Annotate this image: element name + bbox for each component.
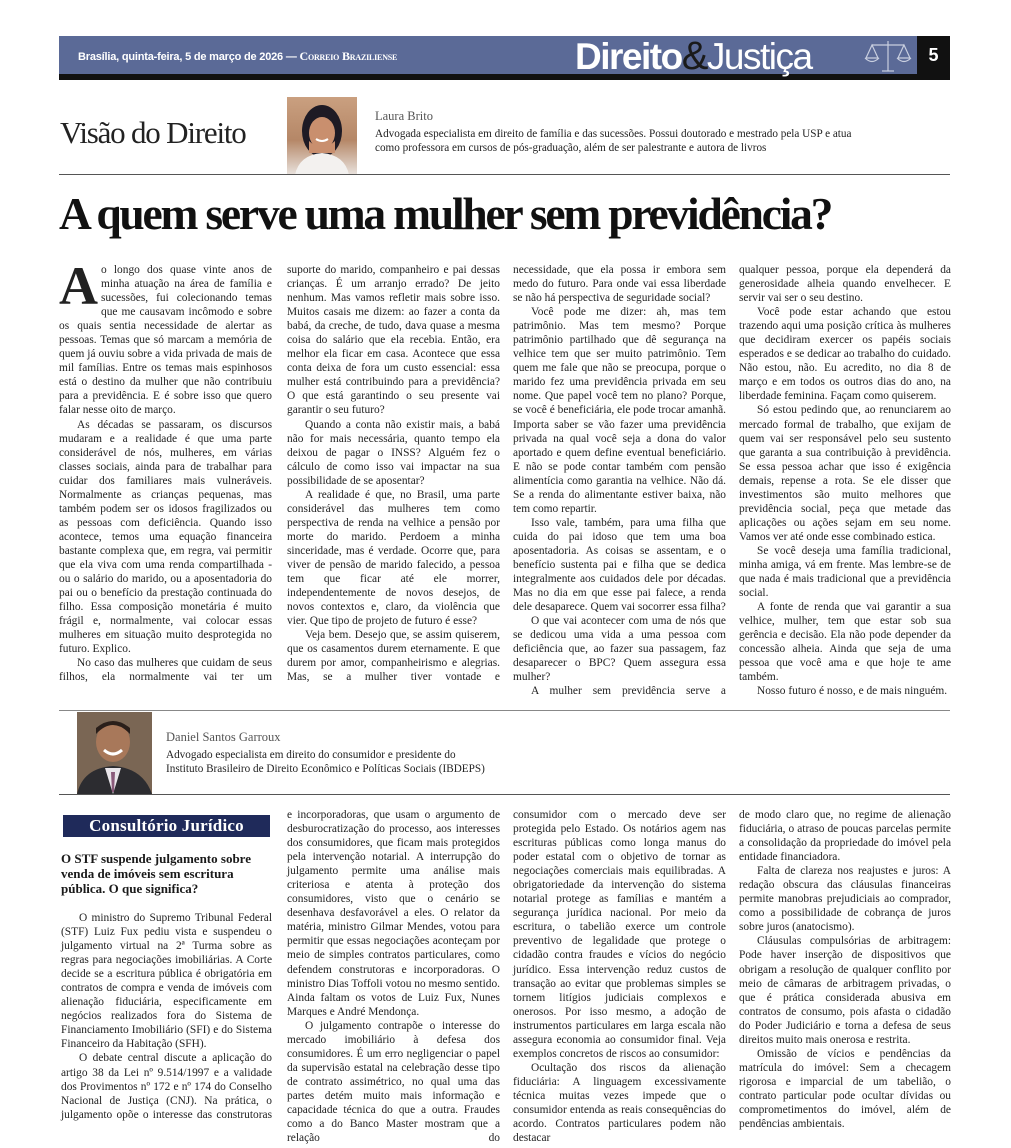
- article-paragraph: Se você deseja uma família tradicional, minha amiga, vá em frente. Mas lembre-se de que nada é mais tradicional que a previdência social.: [739, 544, 951, 600]
- section-title-ampersand: &: [681, 34, 707, 78]
- consultorio-tag: Consultório Jurídico: [63, 815, 270, 837]
- section-title: [575, 34, 812, 79]
- article-paragraph: suporte do marido, companheiro e pai dessas crianças. É um arranjo errado? De jeito nenhum. Mas vamos refletir mais sobre isso. Muitos casais me dizem: ao fazer a conta da babá, da creche, de tudo, dava quase a mesma coisa do salário que ela recebia. Então, era melhor ela ficar em casa. Acontece que essa conta deixa de fora um custo essencial: essa mulher está contribuindo para a previdência? O que está garantindo o seu presente vai garantir o seu futuro?: [287, 264, 500, 417]
- scales-of-justice-icon: [862, 38, 914, 74]
- author-portrait-icon: [77, 712, 152, 794]
- article-paragraph: Nosso futuro é nosso, e de mais ninguém.: [757, 685, 948, 698]
- consultorio-column-2: [287, 808, 500, 1145]
- author-bio-line: Instituto Brasileiro de Direito Econômico e Políticas Sociais (IBDEPS): [166, 763, 485, 775]
- article-paragraph: Veja bem. Desejo que, se assim quiserem, que os casamentos durem eternamente. E que durem por amor, companheirismo e alegrias. Mas, se a mulher tiver vontade e: [287, 629, 500, 684]
- article-paragraph: qualquer pessoa, porque ela dependerá da generosidade alheia quando envelhecer. E servir vai ser o seu destino.: [739, 264, 951, 305]
- article-paragraph: No caso das mulheres que cuidam de seus filhos, ela normalmente vai ter um: [59, 657, 272, 684]
- paragraph-text: o longo dos quase vinte anos de minha atuação na área de família e sucessões, fui colecionando temas que me causavam incômodo e sobre os quais sentia necessidade de alertar as pessoas. Temas que só marcam a memória de quem já ouviu sobre a vida privada de mais de mil famílias. Entre os temas mais espinhosos está o destino da mulher que não contribuiu para a previdência. E é sobre isso que quero falar nesse oito de março.: [59, 264, 272, 417]
- author-bio: [166, 748, 566, 776]
- divider-rule: [59, 174, 950, 175]
- author-name: Daniel Santos Garroux: [166, 730, 281, 744]
- author-photo: [77, 712, 152, 794]
- article-column-1: [59, 256, 272, 684]
- divider-rule: [59, 710, 950, 711]
- author-bio-line: Advogado especialista em direito do consumidor e presidente do: [166, 749, 456, 761]
- article-paragraph: necessidade, que ela possa ir embora sem medo do futuro. Para onde vai essa liberdade se não há perspectiva de seguridade social?: [513, 264, 726, 305]
- article-headline: A quem serve uma mulher sem previdência?: [59, 188, 832, 239]
- consultorio-paragraph: Ocultação dos riscos da alienação fiduciária: A linguagem excessivamente técnica muitas vezes impede que o consumidor entenda as reais consequências do acordo. Contratos particulares podem não destacar: [513, 1061, 726, 1145]
- dateline-text: Brasília, quinta-feira, 5 de março de 2026 —: [78, 51, 297, 63]
- consultorio-paragraph: O debate central discute a aplicação do artigo 38 da Lei nº 9.514/1997 e a validade dos Provimentos nº 172 e nº 174 do Conselho Nacional de Justiça (CNJ). Na prática, o julgamento opõe o interesse das construtoras: [61, 1052, 272, 1121]
- consultorio-column-3: [513, 808, 726, 1145]
- section-title-direito: Direito: [575, 36, 682, 77]
- consultorio-question: O STF suspende julgamento sobre venda de imóveis sem escritura pública. O que significa?: [61, 851, 251, 896]
- article-column-3: [513, 263, 726, 698]
- dateline: [78, 49, 397, 64]
- newspaper-name: Correio Braziliense: [299, 49, 398, 63]
- consultorio-column-4: [739, 808, 951, 1131]
- consultorio-paragraph: Cláusulas compulsórias de arbitragem: Pode haver inserção de dispositivos que obrigam a resolução de qualquer conflito por meio de câmaras de arbitragem privadas, o que é prática considerada abusiva em contratos de consumo, pois afasta o cidadão do Poder Judiciário e torna a defesa de seus direitos muito mais onerosa e restrita.: [739, 935, 951, 1046]
- consultorio-paragraph: de modo claro que, no regime de alienação fiduciária, o atraso de poucas parcelas permite a consolidação da propriedade do imóvel pela entidade financiadora.: [739, 809, 951, 864]
- dropcap: A: [59, 256, 98, 316]
- author-photo: [287, 97, 357, 175]
- article-paragraph: A realidade é que, no Brasil, uma parte considerável das mulheres tem como perspectiva de renda na velhice a pensão por morte do marido. Perdoem a minha sinceridade, mas é verdade. Ocorre que, para viver de pensão de marido falecido, a pessoa tem que ficar até ele morrer, independentemente de novos desejos, de novos contextos e, claro, da violência que vier. Que tipo de projeto de futuro é esse?: [287, 488, 500, 628]
- author-name: Laura Brito: [375, 109, 433, 123]
- header-shadow-rule: [59, 74, 950, 80]
- article-paragraph: Só estou pedindo que, ao renunciarem ao mercado formal de trabalho, que exijam de quem vai ser responsável pelo seu sustento que garanta a sua contribuição à previdência. Se essa pessoa achar que isso é exigência demais, repense a rota. Se ele disser que investimentos são muito melhores que previdência social, peça que metade das aplicações ou ações sejam em seu nome. Vamos ver até onde esse combinado estica.: [739, 404, 951, 543]
- article-column-2: [287, 263, 500, 684]
- author-portrait-icon: [287, 97, 357, 175]
- consultorio-paragraph: O ministro do Supremo Tribunal Federal (STF) Luiz Fux pediu vista e suspendeu o julgamento virtual na 2ª Turma sobre as regras para negociações imobiliárias. A Corte decide se a escritura pública é obrigatória em contratos de compra e venda de imóveis com alienação fiduciária, especificamente em negócios realizados fora do Sistema de Financiamento Imobiliário (SFI) e do Sistema Financeiro da Habitação (SFH).: [61, 912, 272, 1051]
- consultorio-paragraph: O julgamento contrapõe o interesse do mercado imobiliário à defesa dos consumidores. É um erro negligenciar o papel da supervisão estatal na celebração desse tipo de contrato assimétrico, no qual uma das partes detém muito mais informação e capacidade técnica do que a outra. Fraudes como a do Banco Master mostram que a relação do: [287, 1019, 500, 1145]
- consultorio-paragraph: consumidor com o mercado deve ser protegida pelo Estado. Os notários agem nas escrituras públicas como longa manus do poder estatal com o objetivo de tornar as negociações comerciais mais equilibradas. A obrigatoriedade da intervenção do sistema notarial protege as famílias e mantém a segurança jurídica nacional. Por meio da escritura, o tabelião exerce um controle preventivo de legalidade que protege o cidadão contra fraudes e vícios do negócio jurídico. Essa intervenção reduz custos de transação ao evitar que problemas simples se tornem litígios judiciais complexos e onerosos. Por isso mesmo, a adoção de instrumentos particulares em larga escala não assegura economia ao consumidor final. Veja exemplos concretos de riscos ao consumidor:: [513, 809, 726, 1060]
- article-paragraph: A fonte de renda que vai garantir a sua velhice, mulher, tem que estar sob sua gerência e decisão. Ela não pode depender da concessão alheia. Ainda que seja de uma pessoa que você ama e que hoje te ame também.: [739, 601, 951, 684]
- article-paragraph: As décadas se passaram, os discursos mudaram e a realidade é que uma parte considerável de nós, mulheres, em várias classes sociais, ainda para de trabalhar para cuidar dos familiares mais vulneráveis. Normalmente as crianças pequenas, mas também podem ser os idosos fragilizados ou as pessoas com deficiência. Quando isso acontece, temos uma equação financeira bastante complexa que, em regra, vai permitir que ela viva com uma renda compartilhada - ou o salário do marido, ou a aposentadoria do pai ou o benefício da prestação continuada do filho. Essa composição monetária é muito frágil e, normalmente, vai colocar essas mulheres em situação muito desprotegida no futuro. Explico.: [59, 418, 272, 656]
- author-bio: Advogada especialista em direito de família e das sucessões. Possui doutorado e mestrado pela USP e atua como professora em cursos de pós-graduação, além de ser palestrante e autora de livros: [375, 128, 852, 154]
- section-title-justica: Justiça: [706, 36, 812, 77]
- consultorio-paragraph: e incorporadoras, que usam o argumento de desburocratização do processo, aos interesses dos consumidores, que ficam mais protegidos pela intervenção notarial. A interrupção do julgamento permite uma análise mais criteriosa e atenta à proteção dos consumidores, visto que o cenário se desenhava desfavorável a eles. O relator da matéria, ministro Gilmar Mendes, votou para permitir que essas negociações aconteçam por meio de simples contratos particulares, como defendem construtoras e incorporadoras. O ministro Dias Toffoli votou no mesmo sentido. Ainda faltam os votos de Luiz Fux, Nunes Marques e André Mendonça.: [287, 809, 500, 1018]
- page-number: 5: [928, 45, 939, 65]
- article-paragraph: Você pode estar achando que estou trazendo aqui uma posição crítica às mulheres que decidiram exercer os papéis sociais esperados e se dedicar ao trabalho do cuidado. Não estou, não. Eu acredito, no dia 8 de março e em todos os outros dias do ano, na liberdade feminina. Façam como quiserem.: [739, 306, 951, 403]
- divider-rule: [59, 794, 950, 795]
- article-paragraph: A mulher sem previdência serve a: [531, 685, 726, 698]
- article-paragraph: [59, 256, 272, 418]
- article-paragraph: Você pode me dizer: ah, mas tem patrimônio. Mas tem mesmo? Porque patrimônio partilhado que dê segurança na velhice tem que ser muito patrimônio. Tem quem me fale que não se preocupa, porque o marido fez uma previdência privada em seu nome. Que papel você tem no plano? Porque, se você é beneficiária, ele pode trocar amanhã. Importa saber se vão fazer uma previdência privada na qual você seja a dona do valor aportado e quem define eventual beneficiário. E não se pode contar também com pensão alimentícia como garantia na velhice. Não dá. Se a renda do alimentante estiver baixa, não tem como repartir.: [513, 306, 726, 515]
- article-column-4: [739, 263, 951, 698]
- consultorio-paragraph: Omissão de vícios e pendências da matrícula do imóvel: Sem a checagem rigorosa e imparcial de um tabelião, o contrato particular pode ocultar dívidas ou comprometimentos do imóvel, além de pendências ambientais.: [739, 1047, 951, 1131]
- consultorio-paragraph: Falta de clareza nos reajustes e juros: A redação obscura das cláusulas financeiras permite manobras prejudiciais ao comprador, como a possibilidade de cobrança de juros sobre juros (anatocismo).: [739, 865, 951, 934]
- article-paragraph: Quando a conta não existir mais, a babá não for mais necessária, quanto tempo ela deixou de pagar o INSS? Alguém fez o cálculo de como isso vai impactar na sua possibilidade de se aposentar?: [287, 418, 500, 487]
- article-paragraph: Isso vale, também, para uma filha que cuida do pai idoso que tem uma boa aposentadoria. As coisas se assentam, e o benefício sustenta pai e filha que se dedica integralmente aos cuidados dele por décadas. Mas no dia em que esse pai falece, a renda dele desaparece. Quem vai socorrer essa filha?: [513, 516, 726, 614]
- column-name: Visão do Direito: [60, 115, 246, 150]
- article-paragraph: O que vai acontecer com uma de nós que se dedicou uma vida a uma pessoa com deficiência que, ao fazer sua passagem, faz desaparecer o BPC? Quem assegura essa mulher?: [513, 615, 726, 684]
- consultorio-column-1: [61, 911, 272, 1122]
